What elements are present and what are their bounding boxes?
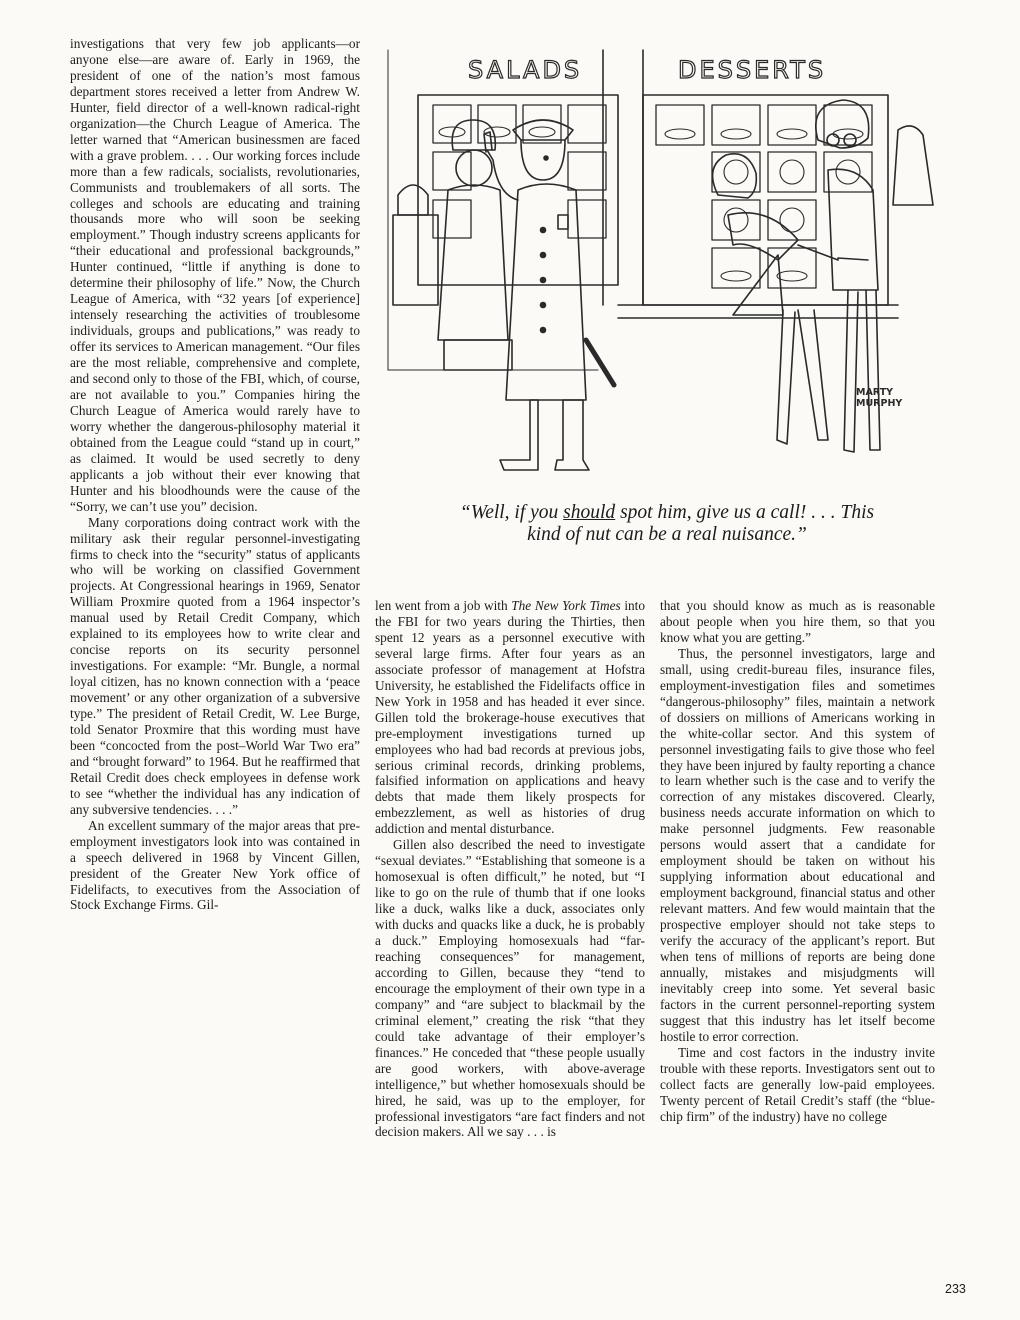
column-left bbox=[70, 36, 360, 913]
paragraph: Many corporations doing contract work with the military ask their regular personnel-investigating firms to check into the “security” status of applicants who will be working on classified Government projects. At Congressional hearings in 1969, Senator William Proxmire quoted from a 1964 inspector’s manual used by Retail Credit Company, which explained to its employees how to write clear and concise reports on its security personnel investigations. For example: “Mr. Bungle, a normal loyal citizen, has no known connection with a ‘peace movement’ or any other organization of a subversive type.” The president of Retail Credit, W. Lee Burge, told Senator Proxmire that this wording must have been “concocted from the post–World War Two era” and “brought forward” to 1964. But he reaffirmed that Retail Credit does check employees in defense work to see “whether the individual has any indication of any subversive tendencies. . . .” bbox=[70, 514, 360, 817]
column-middle bbox=[375, 598, 645, 1140]
cartoonist-signature-line2: MURPHY bbox=[856, 398, 903, 409]
cartoonist-signature-line1: MARTY bbox=[856, 387, 894, 398]
paragraph: Time and cost factors in the industry invite trouble with these reports. Investigators sent out to collect facts are generally low-paid employees. Twenty percent of Retail Credit’s staff (the “blue-chip firm” of the industry) have no college bbox=[660, 1044, 935, 1124]
column-right bbox=[660, 598, 935, 1124]
paragraph: Thus, the personnel investigators, large and small, using credit-bureau files, insurance files, employment-investigation files and sometimes “dangerous-philosophy” files, maintain a network of dossiers on millions of Americans working in the white-collar sector. And this system of personnel investigating fails to give those who feel they have been injured by faulty reporting a chance to learn whether such is the case and to verify the correction of any mistakes discovered. Clearly, business needs accurate information on which to make personnel judgments. Few reasonable persons would assert that a candidate for employment should be taken on without his supplying information about educational and employment background, financial status and other relevant matters. And few would maintain that the prospective employer should not take steps to verify the accuracy of the applicant’s report. But when tens of millions of reports are being done annually, mistakes and misjudgments will inevitably creep into some. Yet several basic factors in the current personnel-reporting system suggest that this industry has let itself become hostile to error correction. bbox=[660, 645, 935, 1044]
cartoon-illustration bbox=[378, 40, 958, 490]
paragraph: len went from a job with The New York Times into the FBI for two years during the Thirties, then spent 12 years as a personnel executive with several large firms. After four years as an associate professor of management at Hofstra University, he established the Fidelifacts office in New York in 1958 and has headed it ever since. Gillen told the brokerage-house executives that pre-employment investigations turned up employees who had bad records at previous jobs, serious criminal records, drinking problems, falsified information on applications and heavy debts that made them likely prospects for embezzlement, as well as histories of drug addiction and mental disturbance. bbox=[375, 598, 646, 837]
paragraph: that you should know as much as is reasonable about people when you hire them, so that you know what you are getting.” bbox=[660, 598, 935, 645]
chef-figure bbox=[438, 120, 512, 370]
paragraph: investigations that very few job applicants—or anyone else—are aware of. Early in 1969, the president of one of the nation’s most famous department stores received a letter from Andrew W. Hunter, field director of a well-known radical-right organization—the Church League of America. The letter warned that “American businessmen are faced with a grave problem. . . . Our working forces include more than a few radicals, socialists, revolutionaries, Communists and troublemakers of all sorts. The colleges and schools are educating and training thousands more who will soon be seeking employment.” Though industry screens applicants for “their educational and professional backgrounds,” Hunter continued, “little if anything is done to determine their philosophy of life.” Now, the Church League of America, with “32 years [of experience] intensely researching the activities of troublesome individuals, groups and publications,” was ready to offer its services to American management. “Our files are the most reliable, comprehensive and complete, and second only to those of the FBI, which, of course, are not available to you.” Companies hiring the Church League of America would rarely have to worry whether the dangerous-philosophy material it obtained from the League could “stand up in court,” as claimed. It would be used secretly to deny applicants a job without their ever knowing that Hunter and his bloodhounds were the cause of the “Sorry, we can’t use you” decision. bbox=[70, 36, 360, 514]
paragraph: Gillen also described the need to investigate “sexual deviates.” “Establishing that someone is a homosexual is often difficult,” he noted, but “I like to go on the rule of thumb that if one looks like a duck, walks like a duck, associates only with ducks and quacks like a duck, he is probably a duck.” Employing homosexuals had “far-reaching consequences” for management, according to Gillen, because they “tend to encourage the employment of their own type in a company” and “are subject to blackmail by the criminal element,” creating the risk “that they could take advantage of their employer’s finances.” He conceded that “these people usually are good workers, with above-average intelligence,” but whether homosexuals should be hired, he said, was up to the employer, for professional investigators “are fact finders and not decision makers. All we say . . . is bbox=[375, 837, 645, 1140]
dessert-cabinet bbox=[643, 95, 888, 305]
salads-sign: SALADS bbox=[468, 56, 583, 84]
page-number: 233 bbox=[945, 1282, 966, 1296]
desserts-sign: DESSERTS bbox=[678, 56, 827, 84]
cartoon-caption: “Well, if you should spot him, give us a call! . . . This kind of nut can be a real nuisance.” bbox=[459, 502, 875, 545]
paragraph: An excellent summary of the major areas that pre-employment investigators look into was contained in a speech delivered in 1968 by Vincent Gillen, president of the Greater New York office of Fidelifacts, to executives from the Association of Stock Exchange Firms. Gil- bbox=[70, 817, 360, 913]
policeman-figure bbox=[484, 120, 614, 470]
